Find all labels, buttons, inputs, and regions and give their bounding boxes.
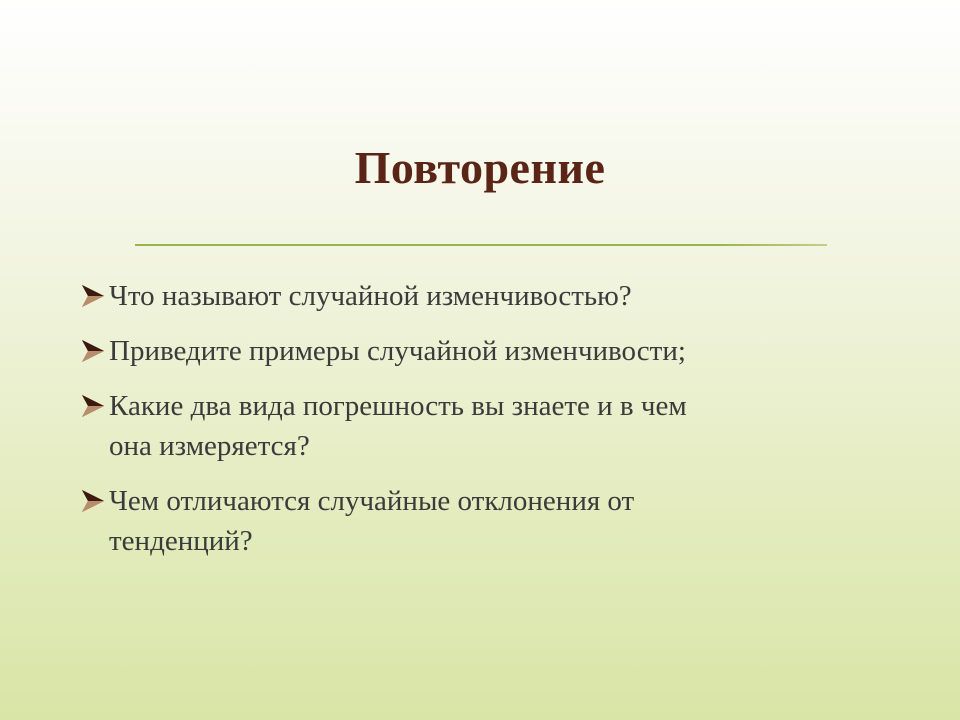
bullet-line: Приведите примеры случайной изменчивости; — [109, 335, 686, 367]
arrow-bullet-icon — [80, 393, 106, 419]
slide-title: Повторение — [354, 142, 606, 193]
bullet-list — [80, 276, 860, 576]
bullet-text — [109, 386, 860, 466]
bullet-line: Какие два вида погрешность вы знаете и в чем — [109, 390, 687, 422]
bullet-text — [109, 331, 860, 371]
bullet-item-2 — [80, 331, 860, 371]
title-divider — [135, 244, 827, 246]
bullet-text — [109, 276, 860, 316]
bullet-line: тенденций? — [109, 525, 253, 557]
bullet-item-1 — [80, 276, 860, 316]
bullet-line: Чем отличаются случайные отклонения от — [109, 485, 635, 517]
bullet-line: она измеряется? — [109, 430, 310, 462]
bullet-item-3 — [80, 386, 860, 466]
arrow-bullet-icon — [80, 283, 106, 309]
bullet-item-4 — [80, 481, 860, 561]
arrow-bullet-icon — [80, 338, 106, 364]
arrow-bullet-icon — [80, 488, 106, 514]
bullet-line: Что называют случайной изменчивостью? — [109, 280, 632, 312]
bullet-text — [109, 481, 860, 561]
